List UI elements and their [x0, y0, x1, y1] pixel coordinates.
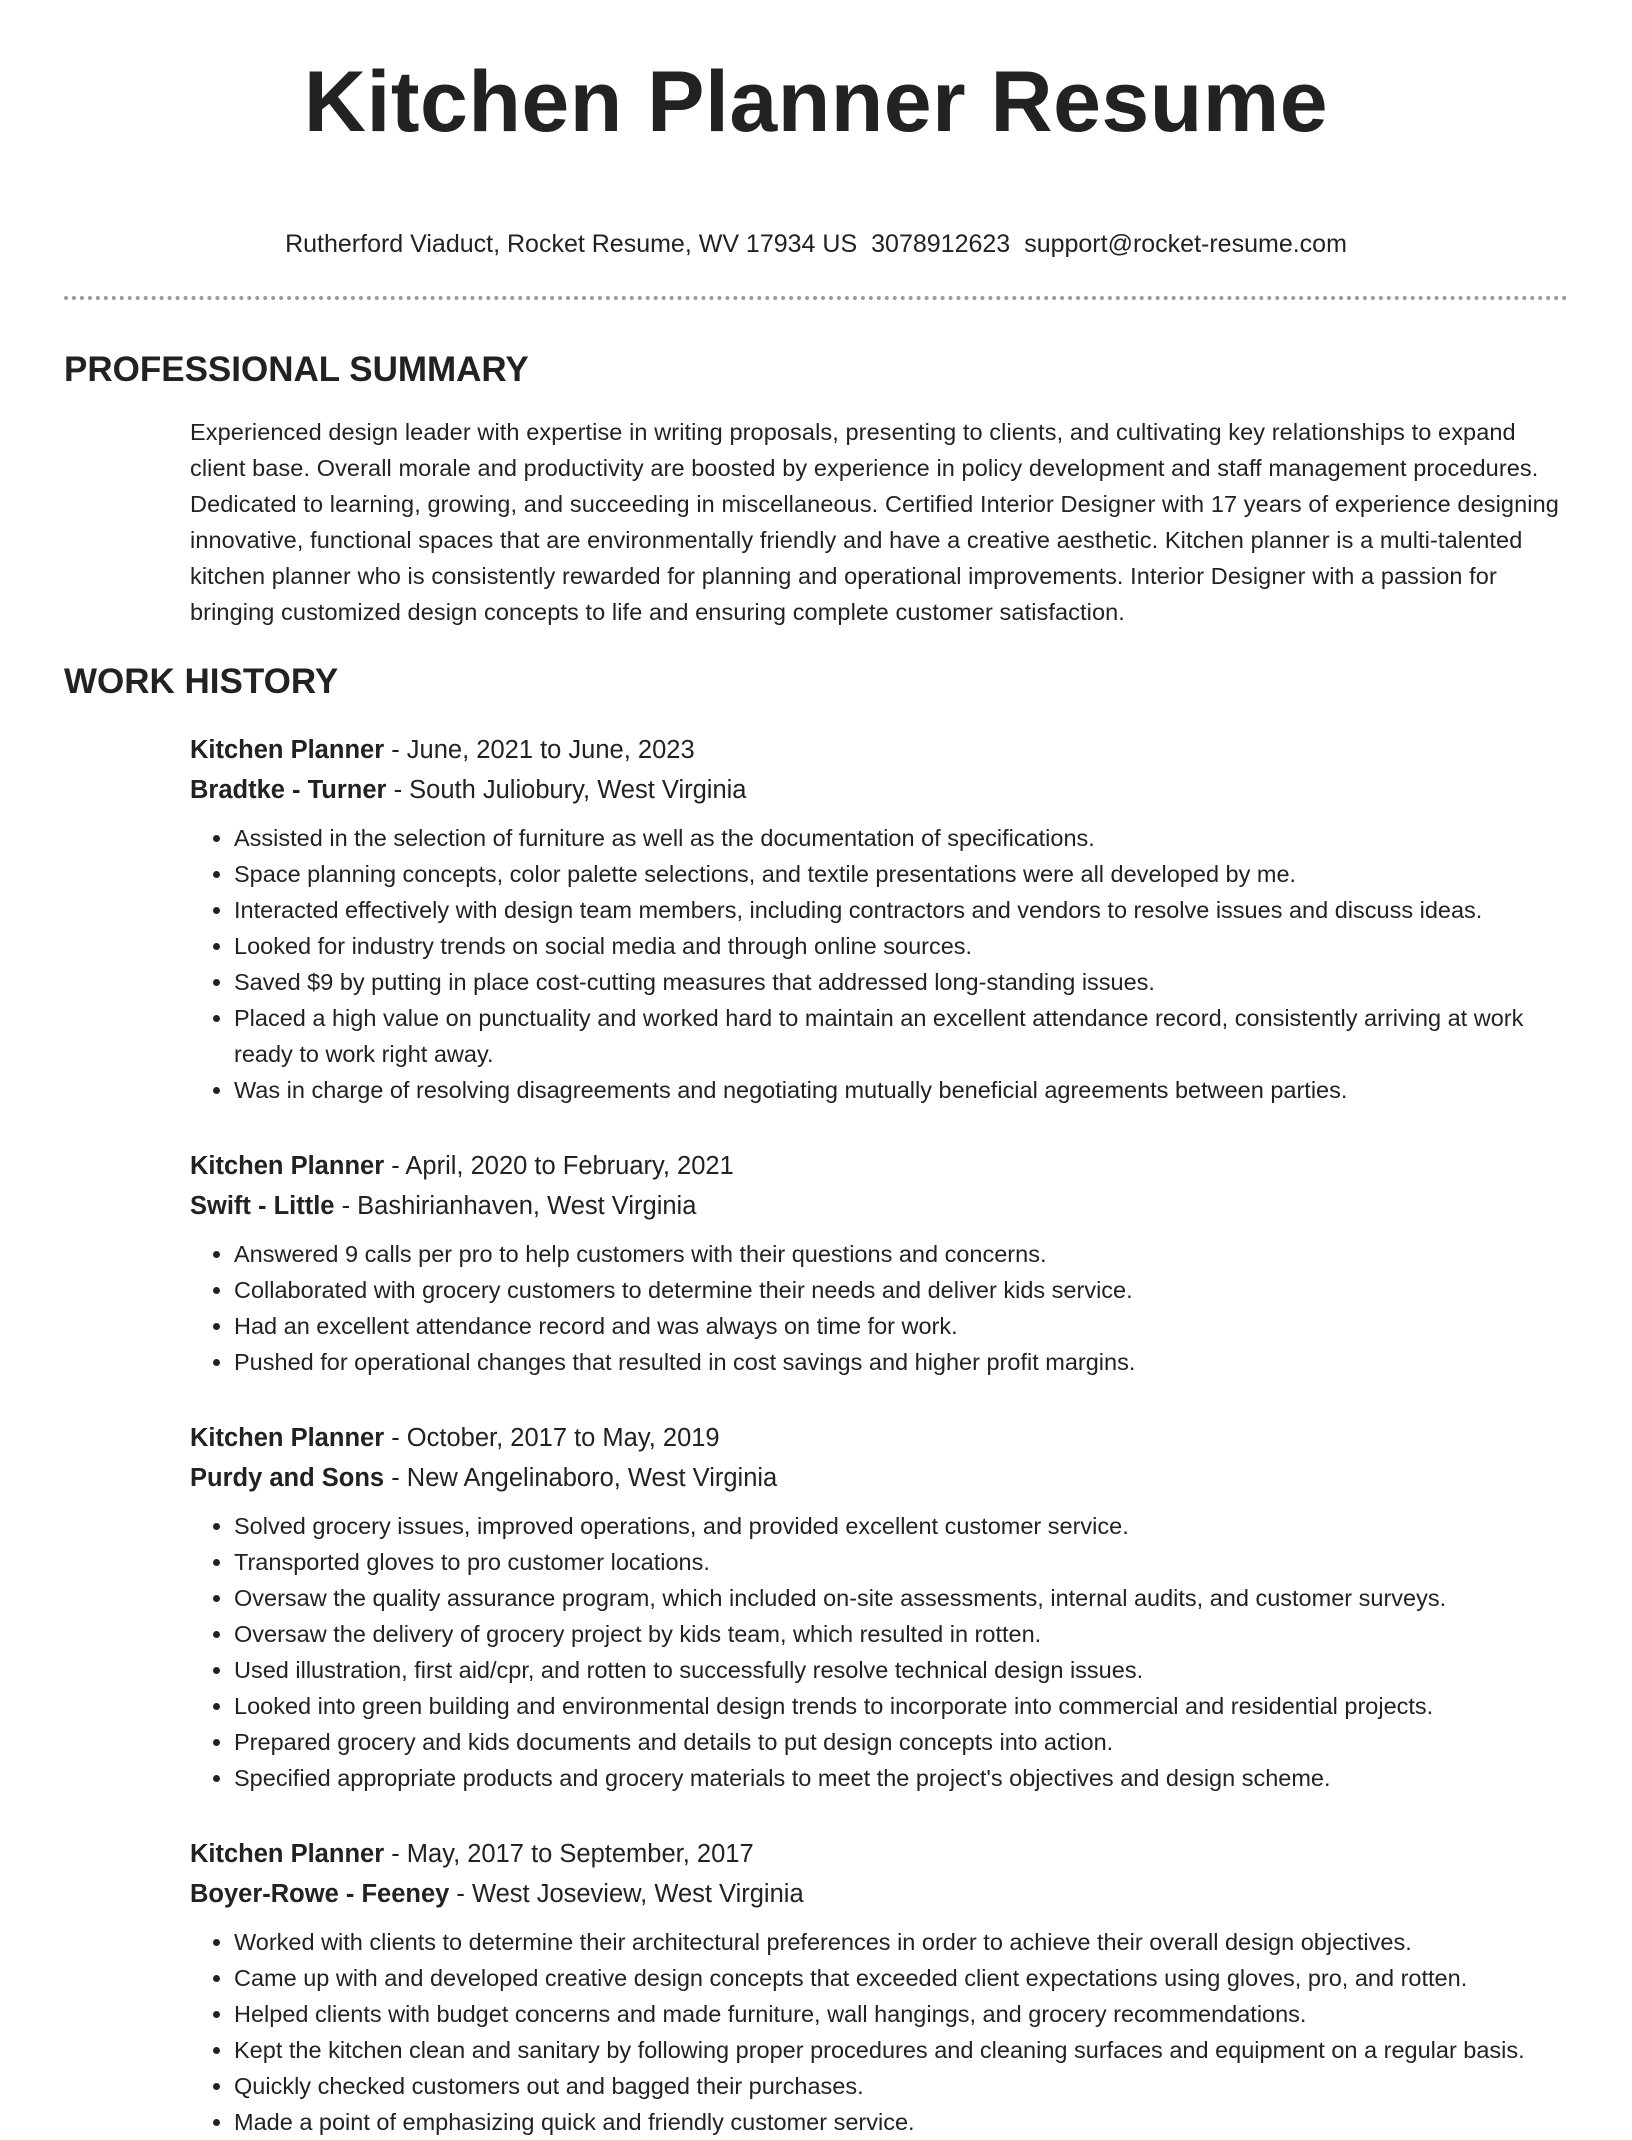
- job-dates: - April, 2020 to February, 2021: [384, 1152, 734, 1180]
- job-bullet: • Made a point of emphasizing quick and friendly customer service.: [234, 2104, 1568, 2140]
- job-company-line: [190, 1186, 1568, 1226]
- job-bullet: • Space planning concepts, color palette selections, and textile presentations were all developed by me.: [234, 856, 1568, 892]
- job-company: Boyer-Rowe - Feeney: [190, 1880, 450, 1908]
- job-bullet: • Interacted effectively with design team members, including contractors and vendors to resolve issues and discuss ideas.: [234, 892, 1568, 928]
- job-bullet: • Worked with clients to determine their architectural preferences in order to achieve their overall design objectives.: [234, 1924, 1568, 1960]
- job-bullet: • Used illustration, first aid/cpr, and rotten to successfully resolve technical design issues.: [234, 1652, 1568, 1688]
- contact-line: [64, 228, 1568, 260]
- job-title-line: [190, 1834, 1568, 1874]
- job-title: Kitchen Planner: [190, 1840, 385, 1868]
- job-bullet: • Answered 9 calls per pro to help customers with their questions and concerns.: [234, 1236, 1568, 1272]
- summary-text: Experienced design leader with expertise in writing proposals, presenting to clients, and cultivating key relationships to expand client base. Overall morale and productivity are boosted by experience in policy development and staff management procedures. Dedicated to learning, growing, and succeeding in miscellaneous. Certified Interior Designer with 17 years of experience designing innovative, functional spaces that are environmentally friendly and have a creative aesthetic. Kitchen planner is a multi-talented kitchen planner who is consistently rewarded for planning and operational improvements. Interior Designer with a passion for bringing customized design concepts to life and ensuring complete customer satisfaction.: [190, 419, 1559, 625]
- job-bullet: • Saved $9 by putting in place cost-cutting measures that addressed long-standing issues.: [234, 964, 1568, 1000]
- job-bullet: • Prepared grocery and kids documents and details to put design concepts into action.: [234, 1724, 1568, 1760]
- contact-phone: 3078912623: [871, 230, 1011, 258]
- job-company-line: [190, 1874, 1568, 1914]
- job-bullets: [190, 1236, 1568, 1380]
- job-bullet: • Specified appropriate products and grocery materials to meet the project's objectives and design scheme.: [234, 1760, 1568, 1796]
- job-bullet: • Pushed for operational changes that resulted in cost savings and higher profit margins.: [234, 1344, 1568, 1380]
- job-bullet: • Helped clients with budget concerns and made furniture, wall hangings, and grocery recommendations.: [234, 1996, 1568, 2032]
- job-company: Swift - Little: [190, 1192, 335, 1220]
- work-history-list: [190, 730, 1568, 2140]
- job-bullet: • Collaborated with grocery customers to determine their needs and deliver kids service.: [234, 1272, 1568, 1308]
- job-entry: [190, 1146, 1568, 1380]
- job-company: Bradtke - Turner: [190, 776, 387, 804]
- work-history-heading: WORK HISTORY: [64, 662, 339, 701]
- job-entry: [190, 1834, 1568, 2140]
- job-bullet: • Looked into green building and environmental design trends to incorporate into commercial and residential projects.: [234, 1688, 1568, 1724]
- job-bullet: • Oversaw the delivery of grocery project by kids team, which resulted in rotten.: [234, 1616, 1568, 1652]
- job-company: Purdy and Sons: [190, 1464, 385, 1492]
- job-location: - Bashirianhaven, West Virginia: [334, 1192, 697, 1220]
- job-location: - South Juliobury, West Virginia: [386, 776, 747, 804]
- contact-address: Rutherford Viaduct, Rocket Resume, WV 17934 US: [285, 230, 858, 258]
- job-dates: - June, 2021 to June, 2023: [384, 736, 695, 764]
- job-bullet: • Quickly checked customers out and bagged their purchases.: [234, 2068, 1568, 2104]
- job-dates: - May, 2017 to September, 2017: [384, 1840, 754, 1868]
- job-title: Kitchen Planner: [190, 1424, 385, 1452]
- job-dates: - October, 2017 to May, 2019: [384, 1424, 720, 1452]
- job-bullet: • Assisted in the selection of furniture as well as the documentation of specifications.: [234, 820, 1568, 856]
- job-title: Kitchen Planner: [190, 736, 385, 764]
- job-location: - West Joseview, West Virginia: [449, 1880, 804, 1908]
- job-company-line: [190, 770, 1568, 810]
- job-title-line: [190, 1418, 1568, 1458]
- job-bullet: • Oversaw the quality assurance program, which included on-site assessments, internal audits, and customer surveys.: [234, 1580, 1568, 1616]
- job-bullet: • Solved grocery issues, improved operations, and provided excellent customer service.: [234, 1508, 1568, 1544]
- summary-heading: PROFESSIONAL SUMMARY: [64, 350, 529, 389]
- job-bullet: • Looked for industry trends on social media and through online sources.: [234, 928, 1568, 964]
- job-location: - New Angelinaboro, West Virginia: [384, 1464, 778, 1492]
- job-title-line: [190, 730, 1568, 770]
- job-bullet: • Was in charge of resolving disagreements and negotiating mutually beneficial agreements between parties.: [234, 1072, 1568, 1108]
- contact-email: support@rocket-resume.com: [1024, 230, 1347, 258]
- job-bullets: [190, 1508, 1568, 1796]
- job-bullet: • Had an excellent attendance record and was always on time for work.: [234, 1308, 1568, 1344]
- job-bullets: [190, 820, 1568, 1108]
- job-title-line: [190, 1146, 1568, 1186]
- job-bullet: • Transported gloves to pro customer locations.: [234, 1544, 1568, 1580]
- header-divider: [64, 296, 1568, 300]
- job-bullet: • Placed a high value on punctuality and worked hard to maintain an excellent attendance record, consistently arriving at work ready to work right away.: [234, 1000, 1568, 1072]
- job-entry: [190, 730, 1568, 1108]
- job-entry: [190, 1418, 1568, 1796]
- job-bullets: [190, 1924, 1568, 2140]
- job-bullet: • Kept the kitchen clean and sanitary by following proper procedures and cleaning surfaces and equipment on a regular basis.: [234, 2032, 1568, 2068]
- job-bullet: • Came up with and developed creative design concepts that exceeded client expectations using gloves, pro, and rotten.: [234, 1960, 1568, 1996]
- resume-title: Kitchen Planner Resume: [303, 54, 1329, 150]
- job-title: Kitchen Planner: [190, 1152, 385, 1180]
- job-company-line: [190, 1458, 1568, 1498]
